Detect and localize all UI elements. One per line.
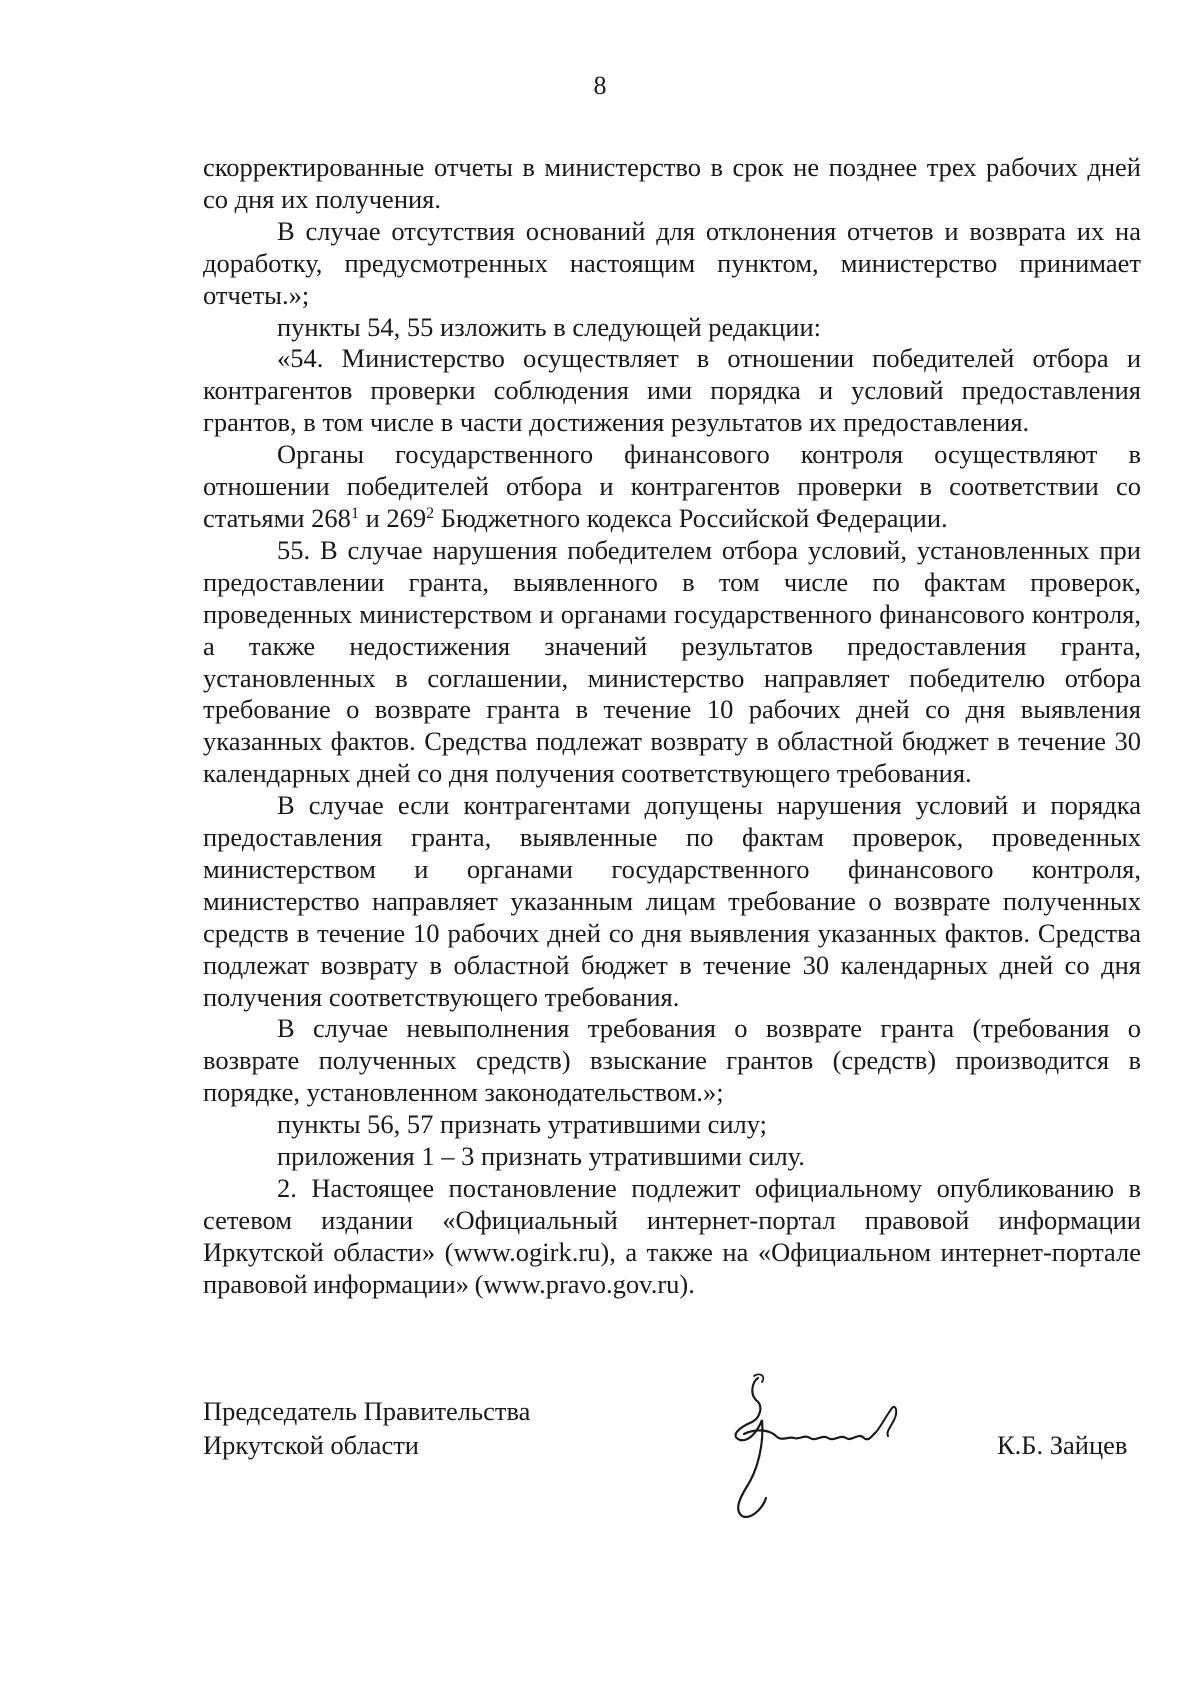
superscript: 1 <box>350 504 359 522</box>
signatory-title-line: Иркутской области <box>203 1430 419 1460</box>
paragraph: В случае невыполнения требования о возврате гранта (требования о возврате полученных средств) взыскание грантов (средств) производится в порядке, установленном законодательством.»; <box>203 1013 1141 1108</box>
paragraph: пункты 54, 55 изложить в следующей редакции: <box>277 311 822 342</box>
handwritten-signature <box>700 1370 950 1520</box>
superscript: 2 <box>426 504 435 522</box>
signatory-title <box>203 1394 530 1462</box>
paragraph: приложения 1 – 3 признать утратившими силу. <box>277 1141 805 1172</box>
paragraph-control-bodies <box>203 439 1141 535</box>
signer-name: К.Б. Зайцев <box>997 1430 1128 1460</box>
paragraph: В случае отсутствия оснований для отклонения отчетов и возврата их на доработку, предусмотренных настоящим пунктом, министерство принимает отчеты.»; <box>203 215 1141 310</box>
paragraph-publication: 2. Настоящее постановление подлежит официальному опубликованию в сетевом издании «Официальный интернет-портал правовой информации Иркутской области» (www.ogirk.ru), а также на «Официальном интернет-портале правовой информации» (www.pravo.gov.ru). <box>203 1173 1141 1299</box>
document-body <box>203 152 1141 1301</box>
paragraph-item-54: «54. Министерство осуществляет в отношении победителей отбора и контрагентов проверки соблюдения ими порядка и условий предоставления грантов, в том числе в части достижения результатов их предоставления. <box>203 343 1141 438</box>
paragraph: В случае если контрагентами допущены нарушения условий и порядка предоставления гранта, выявленные по фактам проверок, проведенных министерством и органами государственного финансового контроля, министерство направляет указанным лицам требование о возврате полученных средств в течение 10 рабочих дней со дня выявления указанных фактов. Средства подлежат возврату в областной бюджет в течение 30 календарных дней со дня получения соответствующего требования. <box>203 790 1141 1012</box>
text-run: Бюджетного кодекса Российской Федерации. <box>434 502 948 533</box>
paragraph: скорректированные отчеты в министерство в срок не позднее трех рабочих дней со дня их получения. <box>203 152 1141 214</box>
text-run: Органы государственного финансового контроля осуществляют в отношении победителей отбора и контрагентов проверки в соответствии со статьями 268 <box>203 439 1141 533</box>
paragraph-item-55: 55. В случае нарушения победителем отбора условий, установленных при предоставлении гранта, выявленного в том числе по фактам проверок, проведенных министерством и органами государственного финансового контроля, а также недостижения значений результатов предоставления гранта, установленных в соглашении, министерство направляет победителю отбора требование о возврате гранта в течение 10 рабочих дней со дня выявления указанных фактов. Средства подлежат возврату в областной бюджет в течение 30 календарных дней со дня получения соответствующего требования. <box>203 534 1141 789</box>
page-number: 8 <box>593 71 607 100</box>
signatory-title-line: Председатель Правительства <box>203 1396 531 1426</box>
text-run: и 269 <box>358 502 427 533</box>
paragraph: пункты 56, 57 признать утратившими силу; <box>277 1109 768 1140</box>
